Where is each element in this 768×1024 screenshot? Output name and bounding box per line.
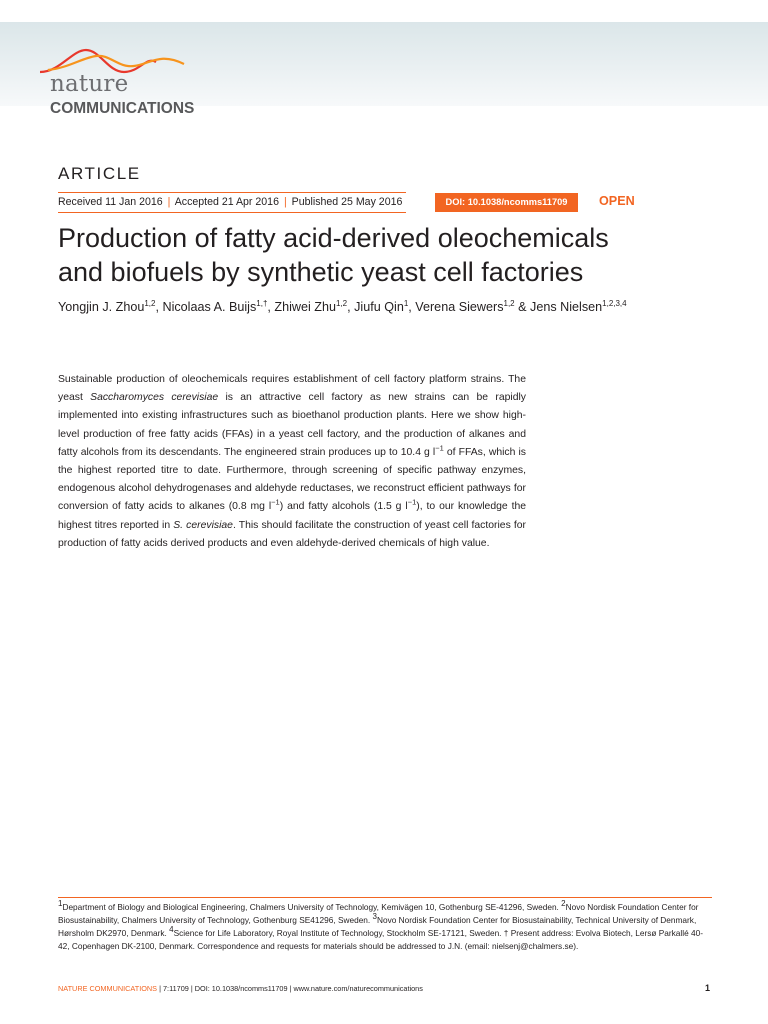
logo-nature-text: nature — [50, 71, 129, 97]
article-type-label: ARTICLE — [58, 164, 141, 183]
author-name[interactable]: Jiufu Qin — [354, 300, 404, 314]
author-name[interactable]: Nicolaas A. Buijs — [162, 300, 257, 314]
doi-badge[interactable]: DOI: 10.1038/ncomms11709 — [435, 193, 578, 212]
page-footer — [58, 984, 712, 994]
title-line-1: Production of fatty acid-derived oleochemicals — [58, 223, 609, 253]
author-affiliation-sup: 1,2,3,4 — [602, 298, 627, 308]
footer-citation[interactable]: | 7:11709 | DOI: 10.1038/ncomms11709 | www.nature.com/naturecommunications — [157, 984, 423, 993]
dates-bottom-rule — [58, 212, 406, 213]
page-number: 1 — [705, 983, 711, 993]
author-affiliation-sup: 1,2 — [336, 298, 348, 308]
author-affiliation-sup: 1,2 — [503, 298, 515, 308]
date-separator: | — [283, 196, 287, 208]
affiliation-text: Science for Life Laboratory, Royal Institute of Technology, Stockholm SE-17121, Sweden. † Present address: Evolva Biotech, Lersø Parkallé 40-42, Copenhagen DK-2100, Denmark. Correspondence and requests for materials should be addressed to J.N. (email: nielsenj@chalmers.se). — [58, 928, 704, 951]
affiliation-text: Department of Biology and Biological Engineering, Chalmers University of Technology, Kemivägen 10, Gothenburg SE-41296, Sweden. — [62, 902, 562, 912]
open-access-label: OPEN — [599, 194, 635, 208]
footer-journal-name: NATURE COMMUNICATIONS — [58, 984, 158, 993]
accepted-date: Accepted 21 Apr 2016 — [174, 196, 279, 208]
article-title — [58, 221, 698, 289]
abstract-text: ) and fatty alcohols (1.5 g l — [279, 501, 408, 513]
author-name[interactable]: Zhiwei Zhu — [274, 300, 336, 314]
abstract-text: of FFAs, which is the highest reported titre to date. Furthermore, through screening of specific pathway enzymes, endogenous alcohol dehydrogenases and aldehyde reductases, we reconstruct efficient pathways for conversion of fatty acids to alkanes (0.8 mg l — [58, 446, 526, 513]
author-affiliation-sup: 1 — [403, 298, 409, 308]
dates-top-rule — [58, 192, 406, 193]
abstract-text: Sustainable production of oleochemicals requires establishment of cell factory platform strains. The yeast — [58, 374, 526, 404]
footnote-rule — [58, 897, 712, 898]
abstract-text: is an attractive cell factory as new strains can be rapidly implemented into existing infrastructures such as bioethanol production plants. Here we show high-level production of free fatty acids (FFAs) in a yeast cell factory, and the production of alkanes and fatty alcohols from its descendants. The engineered strain produces up to 10.4 g l — [58, 392, 526, 458]
abstract-superscript: −1 — [435, 443, 444, 453]
received-date: Received 11 Jan 2016 — [58, 196, 163, 208]
affiliation-sup: 4 — [169, 925, 174, 935]
author-list — [58, 299, 738, 315]
abstract-italic-species: S. cerevisiae — [173, 519, 233, 531]
published-date: Published 25 May 2016 — [291, 196, 403, 208]
author-separator: , — [408, 300, 416, 314]
author-separator: , — [267, 300, 275, 314]
affiliations-footnote — [58, 901, 712, 953]
abstract-text: ), to our knowledge the highest titres reported in — [58, 501, 527, 531]
abstract-superscript: −1 — [407, 497, 417, 507]
abstract-text: . This should facilitate the construction of yeast cell factories for production of fatty acids derived products and even aldehyde-derived chemicals of high value. — [58, 519, 527, 549]
affiliation-text: Novo Nordisk Foundation Center for Biosustainability, Chalmers University of Technology, Gothenburg SE41296, Sweden. — [58, 902, 699, 925]
author-separator: & — [514, 300, 531, 314]
author-separator: , — [155, 300, 163, 314]
abstract-italic-species: Saccharomyces cerevisiae — [90, 392, 219, 404]
affiliation-text: Novo Nordisk Foundation Center for Biosustainability, Technical University of Denmark, Hørsholm DK2970, Denmark. — [58, 915, 697, 938]
author-name[interactable]: Jens Nielsen — [530, 300, 603, 314]
abstract — [58, 371, 526, 553]
author-affiliation-sup: 1,† — [256, 298, 268, 308]
author-separator: , — [347, 300, 355, 314]
title-line-2: and biofuels by synthetic yeast cell factories — [58, 257, 584, 287]
author-affiliation-sup: 1,2 — [144, 298, 156, 308]
author-name[interactable]: Verena Siewers — [415, 300, 504, 314]
affiliation-sup: 1 — [58, 899, 63, 909]
publication-dates — [58, 196, 402, 208]
affiliation-sup: 3 — [372, 912, 377, 922]
author-name[interactable]: Yongjin J. Zhou — [58, 300, 145, 314]
abstract-superscript: −1 — [271, 497, 280, 507]
logo-communications-text: COMMUNICATIONS — [50, 100, 195, 117]
affiliation-sup: 2 — [561, 899, 566, 909]
journal-banner — [0, 22, 768, 117]
date-separator: | — [167, 196, 171, 208]
